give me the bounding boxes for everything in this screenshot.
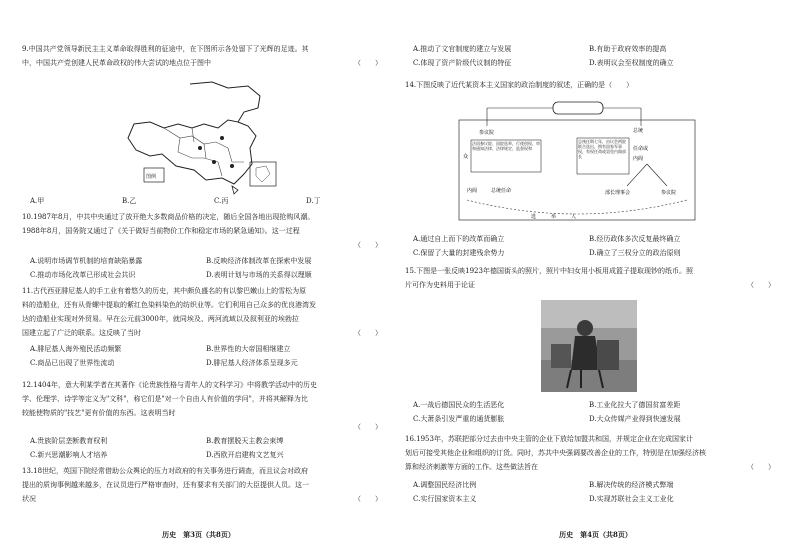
option-b[interactable]: B.反映经济体制改革在探索中发展 xyxy=(206,257,312,265)
question-10 xyxy=(22,210,382,252)
page-footer: 历史 第3页（共8页） xyxy=(162,530,235,539)
option-d[interactable]: D.腓尼基人经济体系呈现多元 xyxy=(206,359,298,367)
option-d[interactable]: D.确立了三权分立的政治原则 xyxy=(589,249,681,257)
diagram-label: 任命或 xyxy=(633,146,649,152)
page-footer: 历史 第4页（共8页） xyxy=(559,530,632,539)
question-12-line-3: 较能使物质的"技艺"更有价值的东西。这表明当时 xyxy=(22,409,176,417)
question-12-line-2: 学、伦理学、诗学等定义为"文科"，称它们是"对一个自由人有价值的学问"，并将其解释为比 xyxy=(22,395,308,403)
question-13-line-1: 13.18世纪，英国下院经常借助公众舆论的压力对政府的有关事务进行调查，而且议会对政府 xyxy=(22,467,309,475)
option-c[interactable]: C.丙 xyxy=(214,197,229,205)
option-c[interactable]: C.体现了资产阶级代议制的特征 xyxy=(413,59,512,67)
option-a[interactable]: A.甲 xyxy=(30,197,45,205)
option-d[interactable]: D.表明议会至权制度的确立 xyxy=(589,59,674,67)
option-d[interactable]: D.实现苏联社会主义工业化 xyxy=(589,495,674,503)
question-16-options xyxy=(413,478,773,506)
question-13-line-3: 状况 xyxy=(22,495,36,503)
option-d[interactable]: D.西欧开启建构文艺复兴 xyxy=(206,451,284,459)
question-11-line-1: 11.古代西亚腓尼基人的手工业有着悠久的历史，其中颇负盛名的有以黎巴嫩山上的雪松为原 xyxy=(22,287,307,295)
option-a[interactable]: A.通过自上而下的改革而确立 xyxy=(413,235,505,243)
question-16-line-1: 16.1953年，苏联把部分过去由中央主管的企业下放给加盟共和国，并规定企业在完成国家计 xyxy=(405,435,693,443)
diagram-label: 内阁 xyxy=(633,156,644,162)
question-16-line-2: 划后可接受其他企业和组织的订货。同时，苏共中央强调要改善企业的工作，特别是在加强经济核 xyxy=(405,449,706,457)
option-d[interactable]: D.表明计划与市场的关系得以理顺 xyxy=(206,271,312,279)
answer-paren: （ ） xyxy=(354,423,382,431)
question-11-line-2: 料的造船业，还有从骨螺中提取的紫红色染料染色的纺织业等。它们利用自己众多的优良港湾发 xyxy=(22,301,316,309)
option-a[interactable]: A.一战后德国民众的生活恶化 xyxy=(413,401,505,409)
political-system-diagram xyxy=(457,98,697,226)
diagram-label: 总统 xyxy=(633,128,644,134)
page-4 xyxy=(397,0,794,554)
answer-paren: （ ） xyxy=(354,329,382,337)
option-a[interactable]: A.说明市场调节机制的培育缺陷暴露 xyxy=(30,257,143,265)
question-9-line-2: 中，中国共产党创建人民革命政权的伟大尝试的地点位于图中 xyxy=(22,59,211,67)
option-b[interactable]: B.解决传统的经济模式弊端 xyxy=(589,481,674,489)
diagram-label: 参议院 xyxy=(661,190,677,196)
option-c[interactable]: C.保留了大量的封建残余势力 xyxy=(413,249,505,257)
option-b[interactable]: B.世界性的大帝国相继建立 xyxy=(206,345,291,353)
option-a[interactable]: A.贵族阶层垄断教育权利 xyxy=(30,437,108,445)
option-c[interactable]: C.大萧条引发严重的通货膨胀 xyxy=(413,415,505,423)
diagram-label: 众 xyxy=(463,154,469,160)
question-12 xyxy=(22,378,382,434)
question-9-options xyxy=(30,194,380,208)
answer-paren: （ ） xyxy=(354,241,382,249)
option-a[interactable]: A.推动了文官制度的建立与发展 xyxy=(413,45,512,53)
diagram-label: 内阁 xyxy=(467,188,478,194)
diagram-label: 部长理事会 xyxy=(605,190,631,196)
diagram-left-box: 法国参议院、国院选举，行使创权、审和通知法律、法律规定、监督权和 xyxy=(472,141,540,151)
option-c[interactable]: C.推动市场化改革已形成社会共识 xyxy=(30,271,136,279)
question-11-options xyxy=(30,342,380,370)
answer-paren: （ ） xyxy=(747,463,775,471)
option-c[interactable]: C.商品已出现了世界性流动 xyxy=(30,359,115,367)
diagram-label: 选 举 人 xyxy=(531,214,577,220)
option-b[interactable]: B.工业化拉大了德国贫富差距 xyxy=(589,401,681,409)
answer-paren: （ ） xyxy=(354,495,382,503)
question-15-line-2: 片可作为史料用于论证 xyxy=(405,281,475,289)
question-16 xyxy=(405,432,775,474)
question-12-line-1: 12.1404年，意大利某学者在其著作《论贵族性格与青年人的文科学习》中将教学活动中的历史 xyxy=(22,381,317,389)
question-11 xyxy=(22,284,382,340)
question-13-line-2: 提出的质询事例越来越多，在议员进行严格审查时，还有要求有关部门的大臣提供人员。这一 xyxy=(22,481,309,489)
option-d[interactable]: D.丁 xyxy=(306,197,321,205)
answer-paren: （ ） xyxy=(747,281,775,289)
option-b[interactable]: B.有助于政府效率的提高 xyxy=(589,45,667,53)
diagram-label: 总统任命 xyxy=(491,188,512,194)
question-11-line-4: 国建立起了广泛的联系。这反映了当时 xyxy=(22,329,141,337)
svg-text:图例: 图例 xyxy=(146,174,157,180)
diagram-right-box: 总统任期七年，由议会两院联合选出，拥有国家军事权，有权任命或罢免内阁部长 xyxy=(578,139,626,159)
option-c[interactable]: C.实行国家资本主义 xyxy=(413,495,477,503)
option-c[interactable]: C.新兴思潮影响人才培养 xyxy=(30,451,108,459)
question-13-options xyxy=(413,42,773,70)
question-15-line-1: 15.下图是一张反映1923年德国街头的照片，照片中妇女用小板用成篮子提取现钞的纸币。照 xyxy=(405,267,693,275)
diagram-label: 参议院 xyxy=(479,130,495,136)
option-b[interactable]: B.教育摆脱天主教会束缚 xyxy=(206,437,284,445)
option-a[interactable]: A.腓尼基人海外殖民活动频繁 xyxy=(30,345,122,353)
question-12-options xyxy=(30,434,380,462)
historical-photo xyxy=(541,300,637,392)
answer-paren: （ ） xyxy=(354,59,382,67)
china-map xyxy=(120,78,282,196)
option-b[interactable]: B.乙 xyxy=(122,197,137,205)
question-13 xyxy=(22,464,382,506)
option-d[interactable]: D.大众传媒产业得到快速发展 xyxy=(589,415,681,423)
option-a[interactable]: A.调整国民经济比例 xyxy=(413,481,477,489)
question-14 xyxy=(405,78,775,92)
question-9-line-1: 9.中国共产党领导新民主主义革命取得胜利的征途中，在下图所示各处留下了光辉的足迹。其 xyxy=(22,45,309,53)
question-14-options xyxy=(413,232,773,260)
question-15 xyxy=(405,264,775,292)
question-10-line-2: 1988年8月，国务院又通过了《关于做好当前物价工作和稳定市场的紧急通知》。这一过程 xyxy=(22,227,300,235)
question-14-line-1: 14.下图反映了近代某资本主义国家的政治制度的叙述，正确的是（ ） xyxy=(405,81,634,89)
question-9 xyxy=(22,42,382,70)
question-15-options xyxy=(413,398,773,426)
question-10-line-1: 10.1987年8月，中共中央通过了放开绝大多数商品价格的决定，随后全国各地出现抢购风潮。 xyxy=(22,213,315,221)
question-10-options xyxy=(30,254,380,282)
question-16-line-3: 算和经济刺激等方面的工作。这些做法旨在 xyxy=(405,463,538,471)
option-b[interactable]: B.经历政体多次反复最终确立 xyxy=(589,235,681,243)
question-11-line-3: 达的造船业实现对外贸易。早在公元前3000年，就同埃及、两河流域以及叙利亚的埃勃拉 xyxy=(22,315,299,323)
